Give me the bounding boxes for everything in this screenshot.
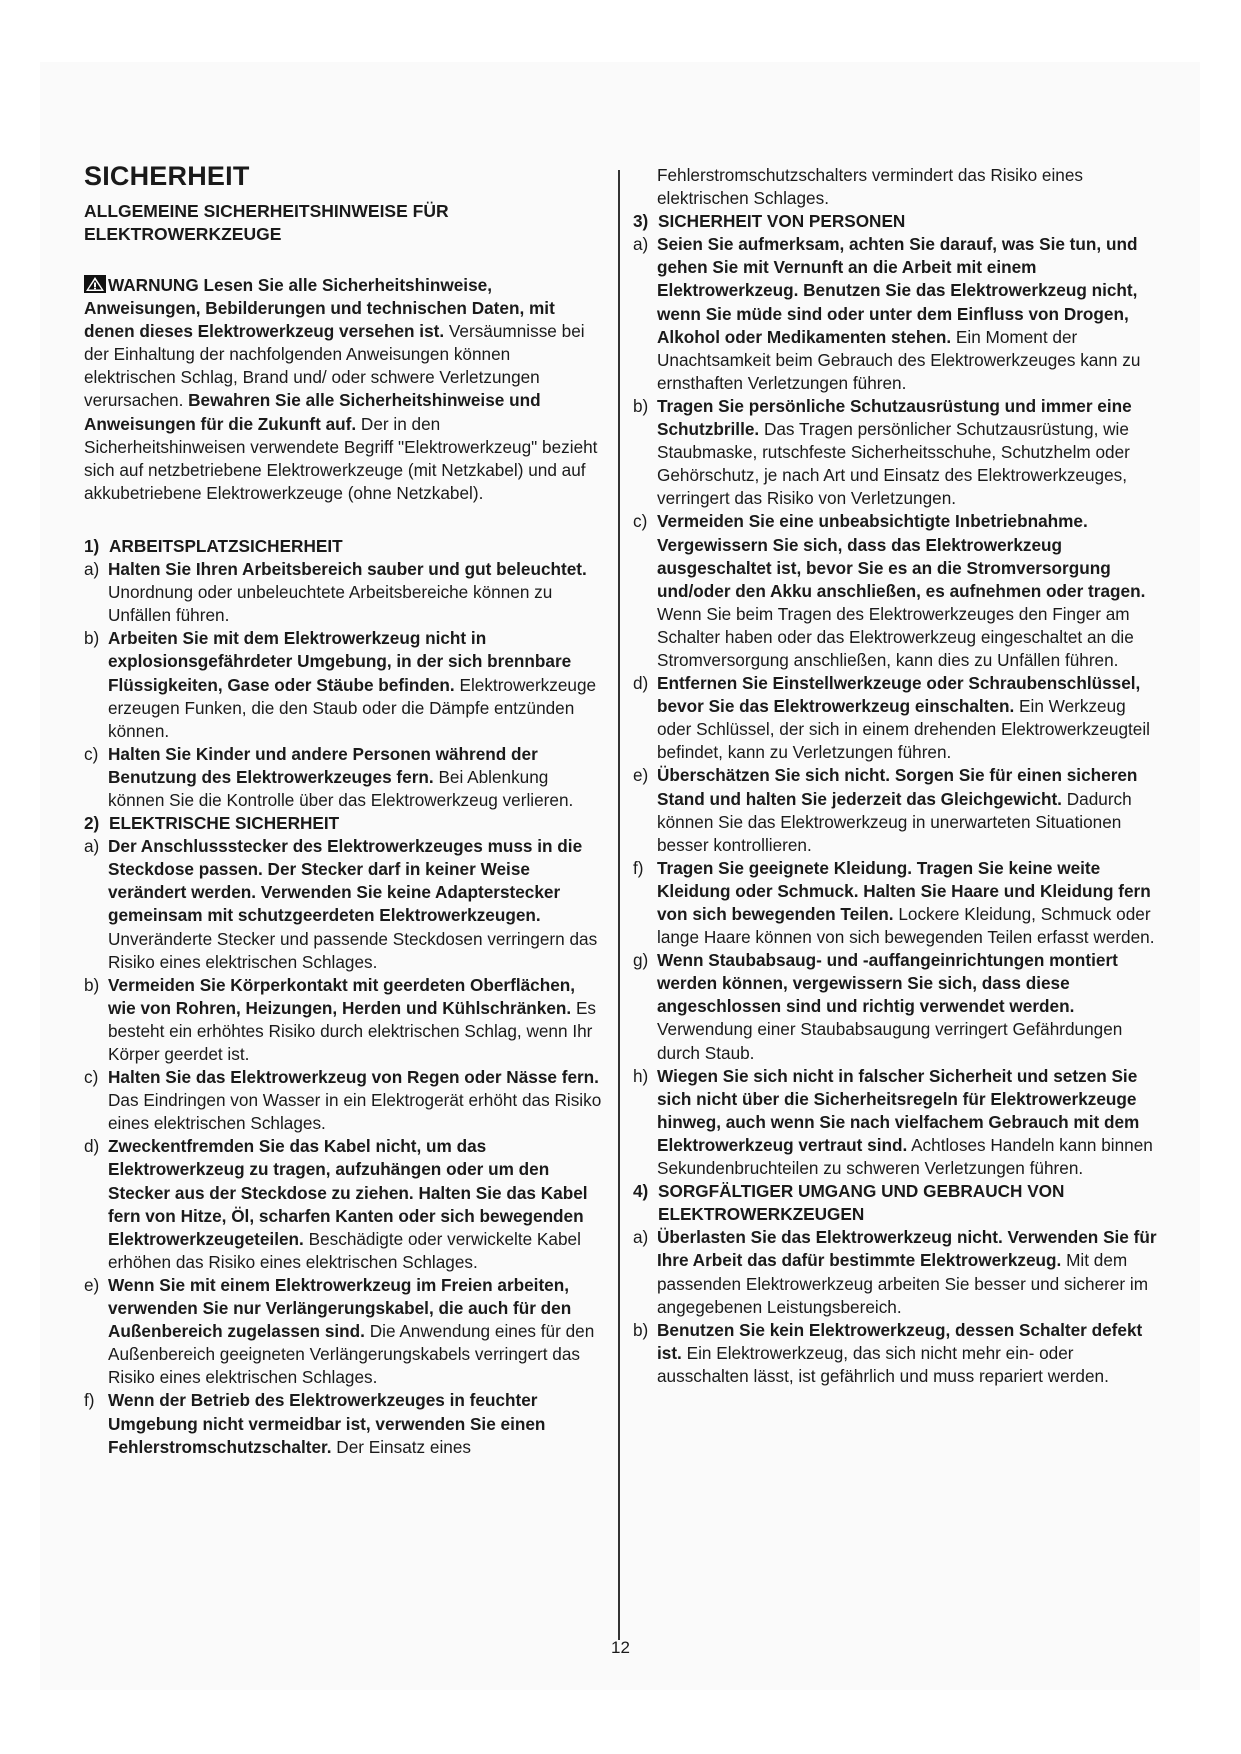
- item-text: [657, 672, 1163, 764]
- section-title: SICHERHEIT VON PERSONEN: [658, 211, 906, 232]
- item-label: h): [633, 1065, 649, 1086]
- section-heading: [84, 535, 604, 558]
- item-bold-text: Wenn der Betrieb des Elektrowerkzeuges in feuchter Umgebung nicht vermeidbar ist, verwenden Sie einen Fehlerstromschutzschalter.: [108, 1390, 546, 1457]
- list-item: [633, 1065, 1163, 1180]
- item-text: [657, 1065, 1163, 1180]
- item-regular-text: Wenn Sie beim Tragen des Elektrowerkzeuges den Finger am Schalter haben oder das Elektrowerkzeug eingeschaltet an die Stromversorgung anschließen, kann dies zu Unfällen führen.: [657, 603, 1134, 670]
- list-item: [633, 395, 1163, 510]
- item-label: b): [84, 974, 100, 995]
- left-sections: [84, 535, 604, 1459]
- item-bold-text: Überlasten Sie das Elektrowerkzeug nicht. Verwenden Sie für Ihre Arbeit das dafür bestimmte Elektrowerkzeug.: [657, 1227, 1157, 1271]
- item-regular-text: Ein Werkzeug oder Schlüssel, der sich in einem drehenden Elektrowerkzeugteil befindet, kann zu Verletzungen führen.: [657, 696, 1150, 763]
- warning-triangle-icon: [84, 275, 106, 293]
- item-text: [108, 1389, 604, 1458]
- item-regular-text: Beschädigte oder verwickelte Kabel erhöhen das Risiko eines elektrischen Schlages.: [108, 1228, 581, 1272]
- item-bold-text: Wiegen Sie sich nicht in falscher Sicherheit und setzen Sie sich nicht über die Sicherheitsregeln für Elektrowerkzeuge hinweg, auch wenn Sie nach vielfachem Gebrauch mit dem Elektrowerkzeug vertraut sind.: [657, 1065, 1140, 1155]
- item-bold-text: Benutzen Sie kein Elektrowerkzeug, dessen Schalter defekt ist.: [657, 1319, 1143, 1363]
- item-text: [108, 558, 604, 627]
- item-regular-text: Mit dem passenden Elektrowerkzeug arbeiten Sie besser und sicherer im angegebenen Leistungsbereich.: [657, 1250, 1149, 1317]
- item-regular-text: Dadurch können Sie das Elektrowerkzeug in unerwarteten Situationen besser kontrollieren.: [657, 788, 1132, 855]
- list-item: [84, 558, 604, 627]
- section-title: ELEKTRISCHE SICHERHEIT: [109, 813, 340, 834]
- list-item: [633, 672, 1163, 764]
- item-text: [657, 949, 1163, 1064]
- warning-paragraph: [84, 274, 604, 505]
- item-label: c): [84, 1067, 99, 1088]
- item-text: [108, 974, 604, 1066]
- item-bold-text: Halten Sie Ihren Arbeitsbereich sauber und gut beleuchtet.: [108, 559, 587, 580]
- item-text: [108, 1274, 604, 1389]
- item-label: a): [84, 836, 100, 857]
- item-text: [657, 395, 1163, 510]
- list-item: [84, 1135, 604, 1274]
- item-text: [108, 627, 604, 742]
- page-title: SICHERHEIT: [84, 161, 250, 191]
- item-regular-text: Bei Ablenkung können Sie die Kontrolle über das Elektrowerkzeug verlieren.: [108, 766, 574, 810]
- list-item: [633, 1319, 1163, 1388]
- item-text: [657, 510, 1163, 672]
- item-label: d): [84, 1136, 100, 1157]
- item-text: [108, 1135, 604, 1274]
- item-label: b): [84, 628, 100, 649]
- section-heading: [633, 210, 1163, 233]
- item-text: [657, 857, 1163, 949]
- section-heading: [84, 812, 604, 835]
- item-regular-text: Das Tragen persönlicher Schutzausrüstung, wie Staubmaske, rutschfeste Sicherheitsschuhe, Schutzhelm oder Gehörschutz, je nach Art und Einsatz des Elektrowerkzeuges, verringert das Risiko von Verletzungen.: [657, 419, 1130, 509]
- item-bold-text: Überschätzen Sie sich nicht. Sorgen Sie für einen sicheren Stand und halten Sie jederzeit das Gleichgewicht.: [657, 765, 1138, 809]
- section-title: SORGFÄLTIGER UMGANG UND GEBRAUCH VON ELEKTROWERKZEUGEN: [658, 1181, 1065, 1225]
- list-item: [84, 974, 604, 1066]
- item-bold-text: Entfernen Sie Einstellwerkzeuge oder Schraubenschlüssel, bevor Sie das Elektrowerkzeug einschalten.: [657, 673, 1141, 717]
- item-bold-text: Der Anschlussstecker des Elektrowerkzeuges muss in die Steckdose passen. Der Stecker darf in keiner Weise verändert werden. Verwenden Sie keine Adapterstecker gemeinsam mit schutzgeerdeten Elektrowerkzeugen.: [108, 836, 583, 926]
- item-regular-text: Der Einsatz eines: [331, 1436, 471, 1457]
- item-bold-text: Zweckentfremden Sie das Kabel nicht, um das Elektrowerkzeug zu tragen, aufzuhängen oder um den Stecker aus der Steckdose zu ziehen. Halten Sie das Kabel fern von Hitze, Öl, scharfen Kanten oder sich bewegenden Elektrowerkzeugeteilen.: [108, 1136, 588, 1249]
- item-regular-text: Elektrowerkzeuge erzeugen Funken, die den Staub oder die Dämpfe entzünden können.: [108, 674, 597, 741]
- left-column: [84, 160, 604, 1459]
- list-item: [84, 835, 604, 974]
- item-bold-text: Vermeiden Sie eine unbeabsichtigte Inbetriebnahme. Vergewissern Sie sich, dass das Elektrowerkzeug ausgeschaltet ist, bevor Sie es an die Stromversorgung und/oder den Akku anschließen, es aufnehmen oder tragen.: [657, 511, 1146, 601]
- column-divider: [618, 170, 620, 1640]
- list-item: [84, 743, 604, 812]
- list-item: [633, 1226, 1163, 1318]
- section-number: 2): [84, 813, 100, 834]
- item-label: f): [633, 857, 644, 878]
- right-column: [633, 164, 1163, 1388]
- item-text: [657, 1226, 1163, 1318]
- list-item: [84, 1389, 604, 1458]
- item-bold-text: Seien Sie aufmerksam, achten Sie darauf, was Sie tun, und gehen Sie mit Vernunft an die Arbeit mit einem Elektrowerkzeug. Benutzen Sie das Elektrowerkzeug nicht, wenn Sie müde sind oder unter dem Einfluss von Drogen, Alkohol oder Medikamenten stehen.: [657, 234, 1138, 347]
- section-title: ARBEITSPLATZSICHERHEIT: [109, 535, 343, 556]
- item-bold-text: Arbeiten Sie mit dem Elektrowerkzeug nicht in explosionsgefährdeter Umgebung, in der sich brennbare Flüssigkeiten, Gase oder Stäube befinden.: [108, 628, 572, 695]
- item-label: e): [84, 1274, 100, 1295]
- item-regular-text: Die Anwendung eines für den Außenbereich geeigneten Verlängerungskabels verringert das Risiko eines elektrischen Schlages.: [108, 1321, 595, 1388]
- item-regular-text: Unveränderte Stecker und passende Steckdosen verringern das Risiko eines elektrischen Schlages.: [108, 928, 598, 972]
- item-label: f): [84, 1390, 95, 1411]
- item-text: [657, 1319, 1163, 1388]
- item-regular-text: Verwendung einer Staubabsaugung verringert Gefährdungen durch Staub.: [657, 1019, 1123, 1063]
- item-text: [108, 1066, 604, 1135]
- warning-bold-2: Bewahren Sie alle Sicherheitshinweise und Anweisungen für die Zukunft auf.: [84, 390, 541, 434]
- item-label: c): [633, 511, 648, 532]
- item-text: [657, 764, 1163, 856]
- item-label: a): [633, 1227, 649, 1248]
- item-text: [108, 835, 604, 974]
- section-number: 1): [84, 535, 100, 556]
- item-label: g): [633, 950, 649, 971]
- warning-bold-1: WARNUNG Lesen Sie alle Sicherheitshinweise, Anweisungen, Bebilderungen und technischen Daten, mit denen dieses Elektrowerkzeug versehen ist.: [84, 275, 555, 342]
- item-text: [108, 743, 604, 812]
- item-text: [657, 233, 1163, 395]
- item-label: c): [84, 743, 99, 764]
- item-label: d): [633, 673, 649, 694]
- item-regular-text: Achtloses Handeln kann binnen Sekundenbruchteilen zu schweren Verletzungen führen.: [657, 1134, 1153, 1179]
- page-number: 12: [611, 1638, 630, 1657]
- item-bold-text: Vermeiden Sie Körperkontakt mit geerdeten Oberflächen, wie von Rohren, Heizungen, Herden und Kühlschränken.: [108, 974, 576, 1018]
- item-regular-text: Unordnung oder unbeleuchtete Arbeitsbereiche können zu Unfällen führen.: [108, 582, 553, 626]
- item-label: e): [633, 765, 649, 786]
- item-label: a): [84, 559, 100, 580]
- warning-text-2: Der in den Sicherheitshinweisen verwendete Begriff "Elektrowerkzeug" bezieht sich auf netzbetriebene Elektrowerkzeuge (mit Netzkabel) und auf akkubetriebene Elektrowerkzeuge (ohne Netzkabel).: [84, 413, 598, 503]
- section-heading: [633, 1180, 1163, 1226]
- item-bold-text: Halten Sie das Elektrowerkzeug von Regen oder Nässe fern.: [108, 1067, 599, 1088]
- item-bold-text: Halten Sie Kinder und andere Personen während der Benutzung des Elektrowerkzeuges fern.: [108, 743, 538, 787]
- item-label: b): [633, 395, 649, 416]
- item-regular-text: Lockere Kleidung, Schmuck oder lange Haare können von sich bewegenden Teilen erfasst werden.: [657, 904, 1155, 948]
- item-regular-text: Ein Elektrowerkzeug, das sich nicht mehr ein- oder ausschalten lässt, ist gefährlich und muss repariert werden.: [657, 1342, 1109, 1386]
- item-regular-text: Ein Moment der Unachtsamkeit beim Gebrauch des Elektrowerkzeuges kann zu ernsthaften Verletzungen führen.: [657, 326, 1141, 393]
- list-item: [84, 1066, 604, 1135]
- item-label: b): [633, 1319, 649, 1340]
- list-item: [633, 764, 1163, 856]
- section-number: 3): [633, 211, 649, 232]
- item-bold-text: Tragen Sie geeignete Kleidung. Tragen Sie keine weite Kleidung oder Schmuck. Halten Sie Haare und Kleidung fern von sich bewegenden Teilen.: [657, 857, 1151, 924]
- warning-text-1: Versäumnisse bei der Einhaltung der nachfolgenden Anweisungen können elektrischen Schlag, Brand und/ oder schwere Verletzungen verursachen.: [84, 321, 585, 411]
- right-sections: [633, 210, 1163, 1388]
- item-regular-text: Das Eindringen von Wasser in ein Elektrogerät erhöht das Risiko eines elektrischen Schlages.: [108, 1090, 602, 1134]
- list-item: [84, 1274, 604, 1389]
- list-item: [633, 857, 1163, 949]
- item-bold-text: Wenn Sie mit einem Elektrowerkzeug im Freien arbeiten, verwenden Sie nur Verlängerungskabel, die auch für den Außenbereich zugelassen sind.: [108, 1274, 572, 1342]
- continuation-paragraph: Fehlerstromschutzschalters vermindert das Risiko eines elektrischen Schlages.: [657, 165, 1084, 209]
- continuation-text: [633, 164, 1163, 210]
- page-subtitle: ALLGEMEINE SICHERHEITSHINWEISE FÜR ELEKTROWERKZEUGE: [84, 201, 449, 244]
- item-bold-text: Wenn Staubabsaug- und -auffangeinrichtungen montiert werden können, vergewissern Sie sich, dass diese angeschlossen sind und richtig verwendet werden.: [657, 950, 1118, 1017]
- list-item: [84, 627, 604, 742]
- section-number: 4): [633, 1181, 649, 1202]
- list-item: [633, 510, 1163, 672]
- item-regular-text: Es besteht ein erhöhtes Risiko durch elektrischen Schlag, wenn Ihr Körper geerdet ist.: [108, 997, 597, 1064]
- item-bold-text: Tragen Sie persönliche Schutzausrüstung und immer eine Schutzbrille.: [657, 395, 1132, 440]
- list-item: [633, 949, 1163, 1064]
- item-label: a): [633, 234, 649, 255]
- list-item: [633, 233, 1163, 395]
